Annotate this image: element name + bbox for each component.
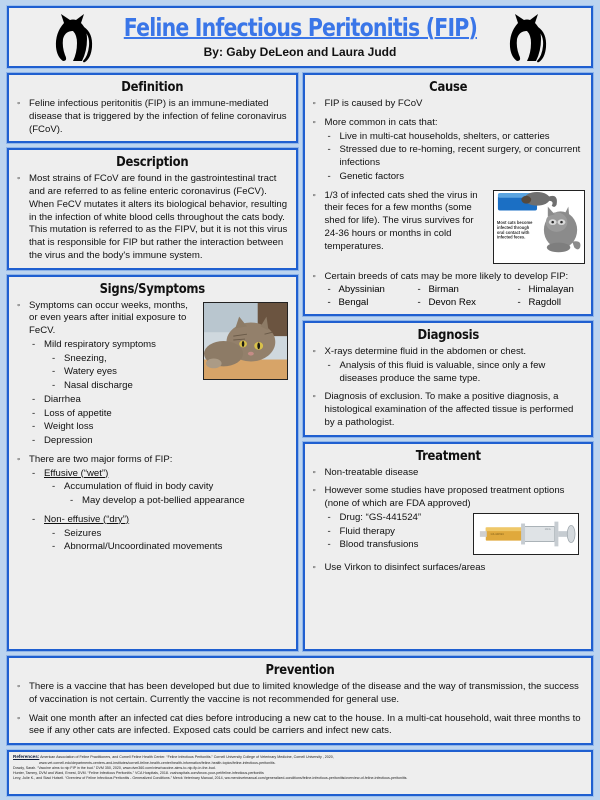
cause-shedding-block <box>311 190 586 266</box>
signs-sub-respiratory <box>15 339 197 352</box>
bullet-dash-icon: - <box>327 539 331 551</box>
signs-sub-diarrhea <box>15 394 290 407</box>
diagnosis-title: Diagnosis <box>417 327 479 344</box>
signs-form-noneffusive <box>15 514 290 527</box>
tabby-cat-photo <box>203 302 288 380</box>
signs-sub-depression <box>15 435 290 448</box>
cause-bullet-1-text: FIP is caused by FCoV <box>324 98 423 109</box>
breed-item <box>518 284 574 297</box>
bullet-circle-icon: ◦ <box>312 189 316 201</box>
signs-form-effusive-sub-text: Accumulation of fluid in body cavity <box>64 481 214 493</box>
signs-sub-diarrhea-text: Diarrhea <box>44 393 81 405</box>
svg-text:GS-441524: GS-441524 <box>490 532 504 536</box>
bullet-circle-icon: ◦ <box>17 98 21 109</box>
cause-sub-households-text: Live in multi-cat households, shelters, or catteries <box>339 130 550 142</box>
breed-column-2 <box>418 284 518 310</box>
treatment-sub-fluid-text: Fluid therapy <box>339 525 395 537</box>
bullet-circle-icon: ◦ <box>312 466 316 478</box>
cause-bullet-3-text: 1/3 of infected cats shed the virus in their feces for a few months (some shed for life). The virus survives for 24-36 hours or months in cold temperatures. <box>324 189 478 252</box>
breed-column-1 <box>328 284 418 310</box>
prevention-bullet-1 <box>15 681 585 707</box>
right-column <box>303 73 594 651</box>
description-title: Description <box>116 154 189 171</box>
bullet-dash-icon: - <box>52 481 56 493</box>
breed-devon-rex: Devon Rex <box>428 297 476 309</box>
cat-silhouette-right-icon <box>505 13 549 70</box>
bullet-dash-icon: - <box>52 366 56 378</box>
signs-sub-nasal-discharge <box>15 380 197 393</box>
treatment-bullet-1-text: Non-treatable disease <box>324 466 419 478</box>
definition-title: Definition <box>121 79 184 95</box>
bullet-dash-icon: - <box>70 495 74 506</box>
signs-sub-weight-loss-text: Weight loss <box>44 421 94 433</box>
bullet-dash-icon: - <box>327 170 331 182</box>
treatment-bullet-3-text: Use Virkon to disinfect surfaces/areas <box>324 561 486 573</box>
references-line-2: www.vet.cornell.edu/departments-centers-and-institutes/cornell-feline-health-center/health-information/feline-health-topics/feline-infectious-peritonitis. <box>39 760 276 765</box>
diagnosis-bullet-2-text: Diagnosis of exclusion. To make a positive diagnosis, a histological examination of the affected tissue is performed by a pathologist. <box>324 391 574 428</box>
references-line-5: Levy, Julie K., and Staci Hutsell. “Overview of Feline Infectious Peritonitis - Generalized Conditions.” Merck Veterinary Manual, 2014, ww.merckvetmanual.com/generalized-conditions/feline-infectious-peritonitis/overview-of-feline-infectious-peritonitis. <box>13 776 408 781</box>
treatment-sub-drug <box>311 512 468 525</box>
treatment-bullet-1 <box>311 467 586 480</box>
panel-definition <box>7 73 298 143</box>
cause-bullet-2-text: More common in cats that: <box>324 116 438 128</box>
signs-sub-depression-text: Depression <box>44 435 93 446</box>
breed-item <box>418 284 518 297</box>
references-label: References: <box>13 754 40 759</box>
prevention-title: Prevention <box>265 662 335 678</box>
bullet-dash-icon: - <box>32 421 36 433</box>
breed-ragdoll: Ragdoll <box>528 297 562 309</box>
breed-item <box>328 297 418 310</box>
bullet-circle-icon: ◦ <box>312 116 316 128</box>
breed-himalayan: Himalayan <box>528 284 574 296</box>
diagnosis-sub-1-text: Analysis of this fluid is valuable, since only a few diseases produce the same type. <box>339 359 546 384</box>
svg-text:10mL: 10mL <box>544 528 551 532</box>
cat-silhouette-left-icon <box>51 13 95 70</box>
treatment-options-block <box>311 512 586 557</box>
page-title: Feline Infectious Peritonitis (FIP) <box>123 12 477 42</box>
treatment-sub-fluid <box>311 526 468 539</box>
treatment-bullet-2 <box>311 485 586 511</box>
references-text-1: American Association of Feline Practitioners, and Cornell Feline Health Center. “Feline Infectious Peritonitis.” Cornell University College of Veterinary Medicine, Cornell University , 2020, <box>40 755 334 759</box>
diagnosis-sub-1 <box>311 360 586 386</box>
cause-bullet-2 <box>311 117 586 130</box>
bullet-dash-icon: - <box>517 284 521 296</box>
bullet-circle-icon: ◦ <box>17 173 21 185</box>
treatment-sub-blood-text: Blood transfusions <box>339 539 419 551</box>
bullet-dash-icon: - <box>52 541 56 553</box>
signs-sub-nasal-discharge-text: Nasal discharge <box>64 380 133 391</box>
bullet-dash-icon: - <box>327 359 331 371</box>
bullet-circle-icon: ◦ <box>17 681 21 692</box>
signs-sub-respiratory-text: Mild respiratory symptoms <box>44 338 156 350</box>
signs-sub-appetite <box>15 408 290 421</box>
signs-form-effusive-subsub-text: May develop a pot-bellied appearance <box>82 495 245 506</box>
signs-sub-sneezing <box>15 353 197 366</box>
breed-item <box>418 297 518 310</box>
bullet-dash-icon: - <box>517 297 521 309</box>
bullet-dash-icon: - <box>327 525 331 537</box>
panel-prevention <box>7 656 593 745</box>
signs-form-seizures <box>15 528 290 541</box>
bullet-dash-icon: - <box>32 393 36 405</box>
bullet-dash-icon: - <box>417 297 421 309</box>
breed-column-3 <box>518 284 574 310</box>
signs-bullet-2 <box>15 454 290 467</box>
bullet-circle-icon: ◦ <box>17 453 21 465</box>
cause-sub-genetic <box>311 171 586 184</box>
references-line-1 <box>13 754 587 761</box>
panel-signs-symptoms <box>7 275 298 652</box>
signs-title: Signs/Symptoms <box>99 280 205 297</box>
signs-form-effusive-text: Effusive (“wet”) <box>44 467 109 479</box>
bullet-circle-icon: ◦ <box>17 712 21 724</box>
bullet-dash-icon: - <box>327 297 331 309</box>
description-text: Most strains of FCoV are found in the gastrointestinal tract and are referred to as feline enteric coronavirus (FeCV). When FeCV mutates it alters its biological behavior, resulting in the infection of white blood cells throughout the cats body. This mutation is referred to as the FIPV, but it is not this virus that is responsible for FIP but rather the interaction between the virus and the body's immune system. <box>29 173 288 261</box>
bullet-dash-icon: - <box>327 511 331 523</box>
treatment-sub-blood <box>311 539 468 552</box>
breed-abyssinian: Abyssinian <box>338 284 385 296</box>
bullet-circle-icon: ◦ <box>312 391 316 403</box>
signs-form-abnormal <box>15 541 290 554</box>
prevention-bullet-1-text: There is a vaccine that has been developed but due to limited knowledge of the disease and the way of transmission, the success of vaccination is not certain. Currently the vaccine is not recommended for general use. <box>29 681 579 705</box>
content-columns <box>7 73 593 651</box>
bullet-circle-icon: ◦ <box>312 346 316 358</box>
cause-bullet-4-text: Certain breeds of cats may be more likely to develop FIP: <box>324 270 569 282</box>
description-bullet <box>15 173 290 262</box>
breed-bengal: Bengal <box>338 297 369 309</box>
signs-form-abnormal-text: Abnormal/Uncoordinated movements <box>64 541 223 553</box>
treatment-sub-drug-text: Drug: “GS-441524” <box>339 511 422 523</box>
bullet-dash-icon: - <box>32 513 36 525</box>
diagnosis-bullet-1-text: X-rays determine fluid in the abdomen or chest. <box>324 346 527 358</box>
cause-title: Cause <box>428 79 467 95</box>
poster-authors: By: Gaby DeLeon and Laura Judd <box>203 45 397 60</box>
signs-form-effusive-subsub <box>15 495 290 508</box>
breed-list <box>311 284 586 310</box>
bullet-circle-icon: ◦ <box>312 485 316 497</box>
signs-form-effusive <box>15 468 290 481</box>
prevention-bullet-2 <box>15 713 585 739</box>
panel-references <box>7 750 593 796</box>
bullet-dash-icon: - <box>32 467 36 479</box>
syringe-illustration <box>473 513 579 555</box>
signs-form-noneffusive-text: Non- effusive (“dry”) <box>44 513 130 525</box>
header-center <box>85 12 516 60</box>
signs-sub-sneezing-text: Sneezing, <box>64 352 107 364</box>
cause-bullet-3 <box>311 190 488 254</box>
definition-bullet <box>15 98 290 136</box>
treatment-title: Treatment <box>415 447 481 464</box>
breed-birman: Birman <box>428 284 459 296</box>
cause-sub-households <box>311 131 586 144</box>
signs-form-effusive-sub <box>15 481 290 494</box>
bullet-dash-icon: - <box>327 144 331 156</box>
treatment-bullet-3 <box>311 562 586 575</box>
signs-sub-weight-loss <box>15 421 290 434</box>
panel-diagnosis <box>303 321 594 437</box>
bullet-dash-icon: - <box>52 527 56 539</box>
cause-bullet-4 <box>311 271 586 284</box>
cause-sub-genetic-text: Genetic factors <box>339 170 405 182</box>
bullet-circle-icon: ◦ <box>312 270 316 282</box>
bullet-circle-icon: ◦ <box>312 98 316 109</box>
bullet-dash-icon: - <box>32 435 36 446</box>
treatment-bullet-2-text: However some studies have proposed treatment options (none of which are FDA approved) <box>324 485 565 510</box>
bullet-circle-icon: ◦ <box>312 561 316 573</box>
signs-sub-appetite-text: Loss of appetite <box>44 407 112 419</box>
signs-sub-watery-eyes-text: Watery eyes <box>64 366 117 378</box>
bullet-dash-icon: - <box>52 352 56 364</box>
references-line-4: Hunter, Tammy, DVM and Ward, Ernest, DVM. “Feline Infectious Peritonitis.” VCA Hospitals, 2018. vcahospitals.com/know-your-pet/feline-infectious-peritonitis <box>13 771 264 776</box>
cause-sub-stressed <box>311 144 586 170</box>
poster-header <box>7 6 593 68</box>
bullet-dash-icon: - <box>327 284 331 296</box>
diagnosis-bullet-1 <box>311 346 586 359</box>
bullet-dash-icon: - <box>52 380 56 391</box>
left-column <box>7 73 298 651</box>
panel-cause <box>303 73 594 316</box>
breed-item <box>518 297 574 310</box>
signs-sub-watery-eyes <box>15 366 197 379</box>
bullet-dash-icon: - <box>327 130 331 142</box>
signs-form-seizures-text: Seizures <box>64 527 102 539</box>
signs-bullet-2-text: There are two major forms of FIP: <box>29 453 173 465</box>
cause-sub-stressed-text: Stressed due to re-homing, recent surgery, or concurrent infections <box>339 144 581 168</box>
bullet-circle-icon: ◦ <box>17 299 21 311</box>
bullet-dash-icon: - <box>32 338 36 350</box>
litter-box-cat-illustration <box>493 190 585 264</box>
breed-item <box>328 284 418 297</box>
cause-bullet-1 <box>311 98 586 111</box>
signs-bullet-1 <box>15 300 197 338</box>
bullet-dash-icon: - <box>32 407 36 419</box>
references-line-3: Dowdy, Sarah. “Vaccine aims to nip FIP in the bud.” DVM 350, 2020, www.dvm360.com/view/vaccine-aims-to-nip-fip-in-the-bud. <box>13 765 216 770</box>
prevention-bullet-2-text: Wait one month after an infected cat dies before introducing a new cat to the house. In a multi-cat household, wait three months to see if any other cats are infected. Exposed cats could be carriers and infect new cats. <box>29 712 581 737</box>
signs-bullet-1-text: Symptoms can occur weeks, months, or even years after initial exposure to FeCV. <box>29 299 188 336</box>
panel-treatment <box>303 442 594 651</box>
bullet-dash-icon: - <box>417 284 421 296</box>
svg-text:Most cats become: Most cats become infected through oral contact with infected feces. <box>496 219 533 240</box>
diagnosis-bullet-2 <box>311 391 586 429</box>
panel-description <box>7 148 298 269</box>
definition-text: Feline infectious peritonitis (FIP) is an immune-mediated disease that is triggered by the infection of feline coronavirus (FCoV). <box>29 98 287 135</box>
